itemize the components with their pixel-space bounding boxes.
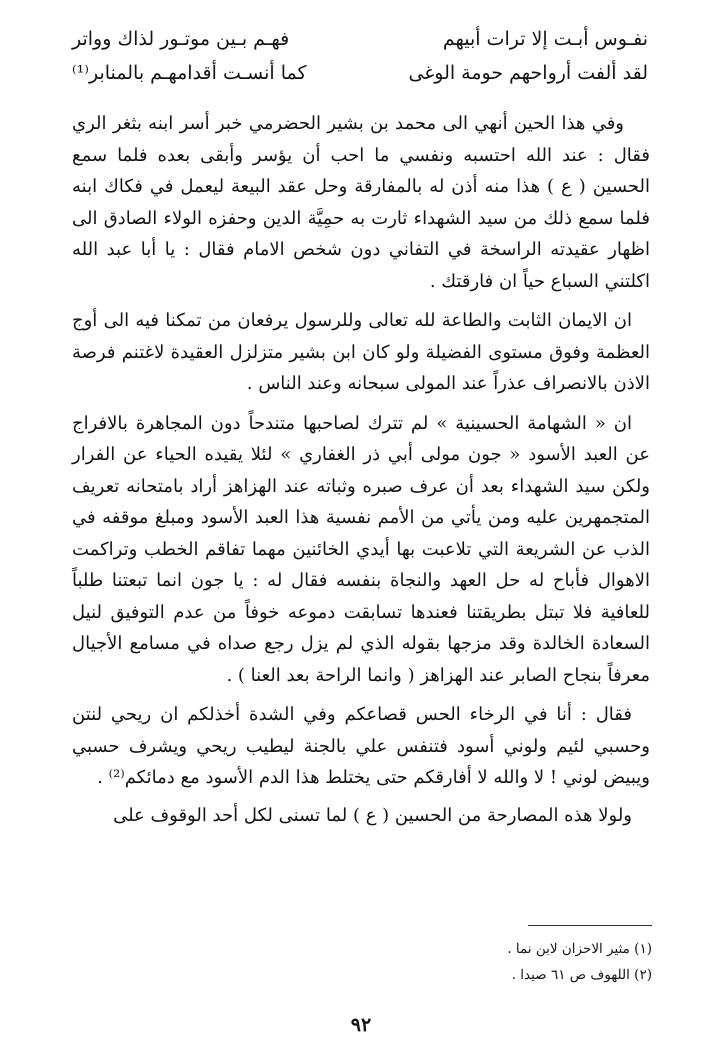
verse-2-second-hemistich: كما أنسـت أقدامهـم بالمنابر⁽¹⁾ bbox=[72, 62, 307, 84]
footnotes bbox=[300, 936, 652, 988]
verse-line-2 bbox=[72, 62, 648, 96]
verse-1-second-hemistich: فهـم بـين موتـور لذاك وواتر bbox=[72, 28, 290, 50]
paragraph-jawn: ان « الشهامة الحسينية » لم تترك لصاحبها متندحاً دون المجاهرة بالافراج عن العبد الأسود « جون مولى أبي ذر الغفاري » لئلا يقيده الحياء عن الفرار ولكن سيد الشهداء بعد أن عرف صبره وثباته عند الهزاهز أراد بامتحانه تعريف المتجمهرين عليه ومن يأتي من الأمم نفسية هذا العبد الأسود ومبلغ موقفه في الذب عن الشريعة التي تلاعبت بها أيدي الخائنين مهما تفاقم الخطب وتراكمت الاهوال فأباح له حل العهد والنجاة بنفسه فقال له : يا جون انما تبعتنا طلباً للعافية فلا تبتل بطريقتنا فعندها تسابقت دموعه خوفاً من عدم التوفيق لنيل السعادة الخالدة وقد مزجها بقوله الذي لم يزل رجع صداه في مسامع الأجيال معرفاً بنجاح الصابر عند الهزاهز ( وانما الراحة بعد العنا ) . bbox=[72, 412, 650, 686]
verse-1-first-hemistich: نفـوس أبـت إلا ترات أبيهم bbox=[442, 28, 648, 50]
footnote-divider bbox=[528, 925, 652, 926]
poem-verses bbox=[72, 28, 648, 96]
paragraph-faith: ان الايمان الثابت والطاعة لله تعالى وللرسول يرفعان من تمكنا فيه الى أوج العظمة وفوق مستوى الفضيلة ولو كان ابن بشير متزلزل العقيدة لاغتنم فرصة الاذن بالانصراف عذراً عند المولى سبحانه وعند الناس . bbox=[72, 310, 650, 394]
verse-2-first-hemistich: لقد ألفت أرواحهم حومة الوغى bbox=[408, 62, 648, 84]
verse-line-1 bbox=[72, 28, 648, 62]
paragraph-closing: ولولا هذه المصارحة من الحسين ( ع ) لما تسنى لكل أحد الوقوف على bbox=[113, 804, 632, 826]
footnote-1: (١) مثير الاحزان لابن نما . bbox=[507, 941, 652, 957]
paragraph-jawn-reply: فقال : أنا في الرخاء الحس قصاعكم وفي الشدة أخذلكم ان ريحي لنتن وحسبي لئيم ولوني أسود فتنفس علي بالجنة ليطيب ريحي ويشرف حسبي ويبيض لوني ! لا والله لا أفارقكم حتى يختلط هذا الدم الأسود مع دمائكم⁽²⁾ . bbox=[72, 704, 650, 788]
footnote-2: (٢) اللهوف ص ٦١ صيدا . bbox=[511, 967, 652, 983]
paragraph-ibn-bashir: وفي هذا الحين أنهي الى محمد بن بشير الحضرمي خبر أسر ابنه بثغر الري فقال : عند الله احتسبه ونفسي ما احب أن يؤسر وأبقى بعده فلما سمع الحسين ( ع ) هذا منه أذن له بالمفارقة وحل عقد البيعة ليعمل في فكاك ابنه فلما سمع ذلك من سيد الشهداء ثارت به حمِيَّة الدين وحفزه الولاء الصادق الى اظهار عقيدته الراسخة في التفاني دون شخص الامام فقال : يا أبا عبد الله اكلتني السباع حياً ان فارقتك . bbox=[72, 113, 650, 292]
page-number: ٩٢ bbox=[350, 1014, 372, 1036]
main-text bbox=[72, 108, 650, 839]
